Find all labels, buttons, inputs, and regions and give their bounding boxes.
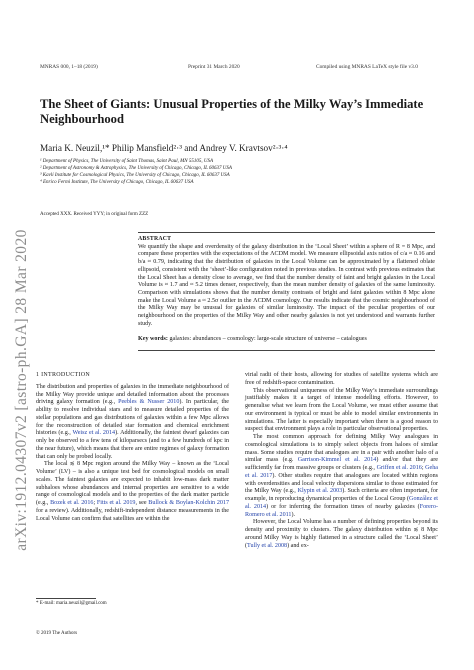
copyright: © 2019 The Authors bbox=[36, 631, 78, 636]
abstract-text: We quantify the shape and overdensity of the galaxy distribution in the ‘Local Sheet’ within a sphere of R = 8 Mpc, and compare these properties with the expectations of the ΛCDM model. We measure ellipsoidal axis ratios of c/a ≈ 0.16 and b/a ≈ 0.79, indicating that the distribution of galaxies in the Local Volume can be approximated by a flattened oblate ellipsoid, consistent with the ‘sheet’-like configuration noted in previous studies. In contrast with previous estimates that the Local Sheet has a density close to average, we find that the number density of faint and bright galaxies in the Local Volume is ≈ 1.7 and ≈ 5.2 times denser, respectively, than the mean number density of galaxies of the same luminosity. Comparison with simulations shows that the number density contrasts of bright and faint galaxies within 8 Mpc alone make the Local Volume a ≈ 2.5σ outlier in the ΛCDM cosmology. Our results indicate that the cosmic neighbourhood of the Milky Way may be unusual for galaxies of similar luminosity. The impact of the peculiar properties of our neighbourhood on the properties of the Milky Way and other nearby galaxies is not yet understood and warrants further study. bbox=[138, 243, 435, 327]
footnote-rule bbox=[36, 598, 96, 599]
paragraph: The most common approach for defining Milky Way analogues in cosmological simulations is to simply select objects from haloes of similar mass. Some studies require that analogues are in a pair with another halo of a similar mass (e.g. Garrison-Kimmel et al. 2014) and/or that they are sufficiently far from massive groups or clusters (e.g., Griffen et al. 2016; Geha et al. 2017). Other studies require that analogues are located within regions with overdensities and local velocity dispersions similar to those estimated for the Milky Way (e.g., Klypin et al. 2003). Such criteria are often important, for example, in reproducing dynamical properties of the Local Group (González et al. 2014) or for inferring the formation times of nearby galaxies (Forero-Romero et al. 2011). bbox=[245, 434, 439, 518]
affiliations bbox=[40, 158, 450, 186]
right-column bbox=[245, 372, 438, 550]
accepted-line: Accepted XXX. Received YYY; in original form ZZZ bbox=[40, 212, 149, 217]
paper-title: The Sheet of Giants: Unusual Properties of the Milky Way’s Immediate Neighbourhood bbox=[40, 97, 424, 126]
email-footnote: * E-mail: maria.neuzil@gmail.com bbox=[36, 601, 107, 606]
section-heading-introduction: 1 INTRODUCTION bbox=[36, 372, 91, 378]
affiliation-item: ² Department of Astronomy & Astrophysics, The University of Chicago, Chicago, IL 60637 USA bbox=[40, 166, 232, 171]
arxiv-stamp: arXiv:1912.04307v2 [astro-ph.GA] 28 Mar 2020 bbox=[13, 229, 30, 551]
citation-link[interactable]: Garrison-Kimmel et al. 2014 bbox=[297, 457, 377, 464]
keywords-label: Key words: bbox=[138, 336, 168, 342]
left-column bbox=[36, 372, 229, 523]
preprint-date: Preprint 31 March 2020 bbox=[188, 64, 240, 70]
abstract bbox=[138, 236, 435, 328]
citation-link[interactable]: Fitts et al. 2019 bbox=[96, 500, 136, 506]
affiliation-item: ¹ Department of Physics, The University of Saint Thomas, Saint Paul, MN 55105, USA bbox=[40, 159, 214, 164]
paragraph: The local ≲ 8 Mpc region around the Milky Way – known as the ‘Local Volume’ (LV) – is also a unique test bed for cosmological models on small scales. The faintest galaxies are expected to inhabit low-mass dark matter subhaloes whose abundances and internal properties are sensitive to a wide range of cosmological models and to the properties of the dark matter particle (e.g., Bozek et al. 2016; Fitts et al. 2019, see Bullock & Boylan-Kolchin 2017 for a review). Additionally, redshift-independent distance measurements in the Local Volume can confirm that satellites are within the bbox=[36, 461, 230, 522]
journal-reference: MNRAS 000, 1–18 (2019) bbox=[40, 64, 98, 70]
abstract-bottom-rule bbox=[138, 350, 435, 351]
affiliation-item: ⁴ Enrico Fermi Institute, The University of Chicago, Chicago, IL 60637 USA bbox=[40, 180, 194, 185]
paragraph: This observational uniqueness of the Milky Way’s immediate surroundings justifiably makes it a target of intense modelling efforts. However, to generalise what we learn from the Local Volume, we must either assume that our environment is typical or must be able to model similar environments in simulations. The latter is especially important when there is a good reason to suspect that environment plays a role in particular observational properties. bbox=[245, 387, 438, 433]
citation-link[interactable]: Forero-Romero et al. 2011 bbox=[245, 503, 438, 518]
keywords bbox=[138, 336, 435, 344]
citation-link[interactable]: Weisz et al. 2014 bbox=[72, 430, 116, 437]
citation-link[interactable]: Klypin et al. 2003 bbox=[297, 488, 343, 495]
author-list: Maria K. Neuzil,¹* Philip Mansfield²·³ and Andrey V. Kravtsov²·³·⁴ bbox=[40, 143, 288, 153]
paragraph: The distribution and properties of galaxies in the immediate neighbourhood of the Milky Way provide unique and detailed information about the processes driving galaxy formation (e.g., Peebles & Nusser 2010). In particular, the ability to resolve individual stars and to measure detailed properties of the stellar populations and gas distributions of galaxies within a few Mpc allows for the reconstruction of detailed star formation and chemical enrichment histories (e.g., Weisz et al. 2014). Additionally, the faintest dwarf galaxies can only be observed to a few tens of kiloparsecs (and to a few hundreds of kpc in the near future), which means that there are entire regimes of galaxy formation that can only be probed locally. bbox=[36, 383, 229, 460]
citation-link[interactable]: Peebles & Nusser 2010 bbox=[118, 399, 180, 406]
abstract-top-rule bbox=[138, 232, 435, 233]
citation-link[interactable]: Griffen et al. 2016 bbox=[376, 465, 422, 471]
citation-link[interactable]: Tully et al. 2008 bbox=[247, 542, 288, 549]
paragraph: However, the Local Volume has a number of defining properties beyond its density and proximity to clusters. The galaxy distribution within ≲ 8 Mpc around Milky Way is highly flattened in a structure called the ‘Local Sheet’ (Tully et al. 2008) and ex- bbox=[245, 519, 438, 549]
citation-link[interactable]: Bullock & Boylan-Kolchin 2017 bbox=[148, 500, 230, 506]
keywords-text: galaxies: abundances – cosmology: large-scale structure of universe – catalogues bbox=[169, 336, 367, 342]
abstract-heading: ABSTRACT bbox=[138, 236, 172, 242]
citation-link[interactable]: Geha et al. 2017 bbox=[245, 465, 438, 479]
paragraph: virial radii of their hosts, allowing for studies of satellite systems which are free of redshift-space contamination. bbox=[245, 372, 438, 386]
citation-link[interactable]: González et al. 2014 bbox=[245, 496, 439, 510]
citation-link[interactable]: Bozek et al. 2016 bbox=[50, 500, 94, 506]
compile-note: Compiled using MNRAS LaTeX style file v3.0 bbox=[316, 64, 418, 70]
affiliation-item: ³ Kavli Institute for Cosmological Physics, The University of Chicago, Chicago, IL 60637 USA bbox=[40, 173, 230, 178]
